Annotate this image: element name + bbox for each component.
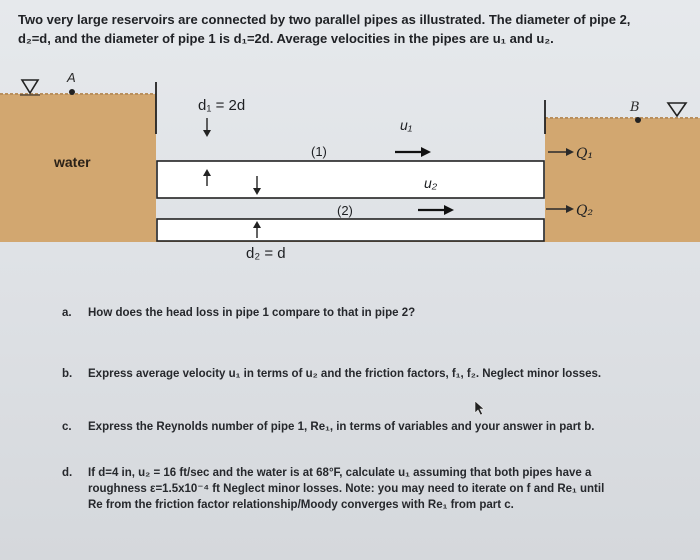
question-d-label: d. bbox=[62, 467, 73, 479]
point-b-dot bbox=[635, 117, 641, 123]
problem-statement bbox=[18, 10, 678, 48]
reservoir-diagram bbox=[0, 64, 700, 264]
question-a-line-1: How does the head loss in pipe 1 compare to that in pipe 2? bbox=[88, 307, 416, 319]
question-d-text bbox=[88, 465, 604, 513]
question-d-line-2: roughness ε=1.5x10⁻⁴ ft Neglect minor losses. Note: you may need to iterate on f and Re₁ until bbox=[88, 483, 605, 495]
d2-label: d₂ = d bbox=[246, 245, 286, 262]
question-c-text bbox=[88, 419, 594, 435]
question-a-text bbox=[88, 305, 415, 321]
pipe-lower-wall bbox=[157, 219, 544, 241]
point-a-dot bbox=[69, 89, 75, 95]
question-c-line-1: Express the Reynolds number of pipe 1, Re₁, in terms of variables and your answer in part b. bbox=[88, 421, 595, 433]
question-b-line-1: Express average velocity u₁ in terms of u₂ and the friction factors, f₁, f₂. Neglect minor losses. bbox=[88, 368, 602, 380]
pipe-2 bbox=[157, 161, 544, 198]
mouse-pointer-icon bbox=[474, 400, 486, 416]
d1-arrow-head-top bbox=[203, 130, 211, 137]
question-b-text bbox=[88, 366, 601, 382]
pipe-2-label: (2) bbox=[337, 203, 353, 218]
question-d-line-1: If d=4 in, u₂ = 16 ft/sec and the water is at 68°F, calculate u₁ assuming that both pipes have a bbox=[88, 467, 592, 479]
surface-symbol-right bbox=[668, 103, 686, 116]
u2-label: u₂ bbox=[424, 175, 438, 191]
question-b-label: b. bbox=[62, 368, 73, 380]
intro-line-2: d₂=d, and the diameter of pipe 1 is d₁=2d. Average velocities in the pipes are u₁ and u₂. bbox=[18, 31, 554, 46]
u1-label: u₁ bbox=[400, 117, 413, 133]
surface-symbol-left bbox=[22, 80, 38, 93]
water-label: water bbox=[54, 154, 91, 170]
question-a-label: a. bbox=[62, 307, 72, 319]
intro-line-1: Two very large reservoirs are connected by two parallel pipes as illustrated. The diameter of pipe 2, bbox=[18, 12, 631, 27]
pipe-1-label: (1) bbox=[311, 144, 327, 159]
u1-arrow-head bbox=[421, 147, 431, 157]
u2-arrow-head bbox=[444, 205, 454, 215]
point-b-label: B bbox=[630, 100, 640, 115]
q2-label: Q₂ bbox=[576, 203, 594, 219]
q1-label: Q₁ bbox=[576, 146, 594, 162]
d1-label: d₁ = 2d bbox=[198, 97, 246, 114]
question-d-line-3: Re from the friction factor relationship/Moody converges with Re₁ from part c. bbox=[88, 499, 514, 511]
question-c-label: c. bbox=[62, 421, 72, 433]
point-a-label: A bbox=[67, 70, 76, 85]
